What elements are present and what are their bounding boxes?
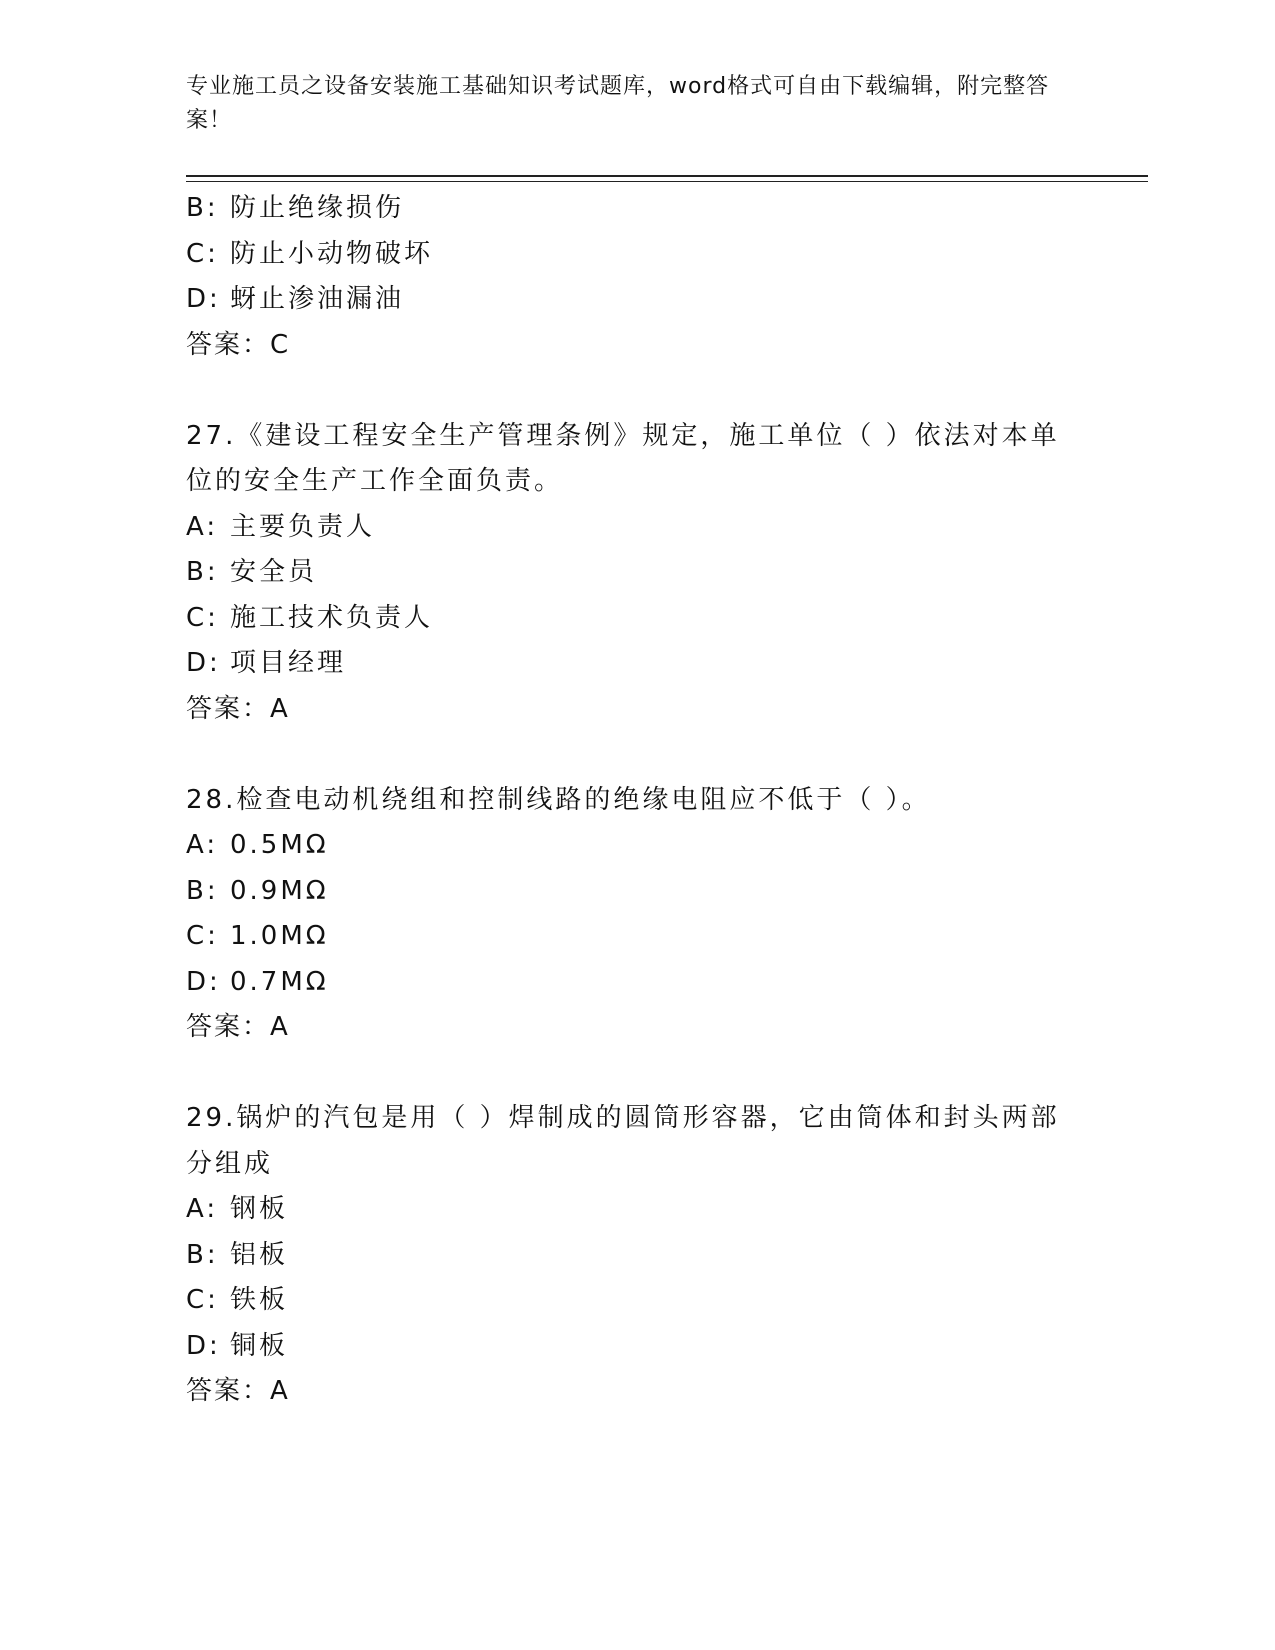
option-d [186,641,1086,687]
document-header: 专业施工员之设备安装施工基础知识考试题库，word格式可自由下载编辑，附完整答案！ [186,74,1050,133]
option-text: 蚜止渗油漏油 [230,284,405,314]
option-text: 防止小动物破坏 [230,238,434,269]
option-a [186,1187,1086,1233]
option-label: C: [186,238,219,269]
option-text: 铜板 [230,1330,289,1361]
spacer [186,1051,1086,1097]
option-text: 0.7MΩ [230,966,329,997]
option-text: 铝板 [230,1239,289,1270]
option-text: 安全员 [230,557,318,587]
question-29 [186,1096,1086,1415]
carry-over-block [186,186,1086,368]
option-text: 钢板 [230,1194,289,1224]
option-label: D: [186,966,221,997]
spacer [186,732,1086,778]
answer-line: 答案：A [186,1376,290,1406]
option-d [186,960,1086,1006]
question-stem: 27.《建设工程安全生产管理条例》规定，施工单位（ ）依法对本单位的安全生产工作全面负责。 [186,420,1060,496]
option-label: A: [186,830,219,860]
option-text: 0.5MΩ [230,830,329,860]
option-text: 铁板 [230,1285,289,1315]
spacer [186,368,1086,414]
option-c [186,1278,1086,1324]
option-text: 施工技术负责人 [230,602,434,633]
option-text: 主要负责人 [230,511,376,542]
option-label: B: [186,1239,219,1270]
option-text: 0.9MΩ [230,875,329,906]
option-label: C: [186,921,219,951]
answer-line: 答案：C [186,329,291,360]
answer-line: 答案：A [186,693,290,724]
option-label: B: [186,875,219,906]
option-text: 1.0MΩ [230,921,329,951]
option-b [186,550,1086,596]
option-c [186,232,1086,278]
option-d [186,277,1086,323]
option-label: D: [186,1330,221,1361]
option-text: 防止绝缘损伤 [230,193,405,223]
option-a [186,823,1086,869]
option-label: A: [186,511,219,542]
option-b [186,1233,1086,1279]
option-c [186,914,1086,960]
option-a [186,505,1086,551]
option-label: C: [186,1285,219,1315]
option-b [186,869,1086,915]
question-27 [186,414,1086,733]
question-stem: 29.锅炉的汽包是用（ ）焊制成的圆筒形容器，它由筒体和封头两部分组成 [186,1103,1060,1179]
option-label: D: [186,648,221,678]
option-label: B: [186,557,219,587]
option-label: A: [186,1194,219,1224]
option-d [186,1324,1086,1370]
answer-line: 答案：A [186,1012,290,1042]
option-label: B: [186,193,219,223]
option-text: 项目经理 [230,648,347,678]
header-divider-thin [186,181,1148,182]
question-list [186,186,1086,1415]
option-label: D: [186,284,221,314]
option-label: C: [186,602,219,633]
question-28 [186,778,1086,1051]
option-b [186,186,1086,232]
option-c [186,596,1086,642]
question-stem: 28.检查电动机绕组和控制线路的绝缘电阻应不低于（ ）。 [186,784,931,815]
header-divider-thick [186,175,1148,177]
